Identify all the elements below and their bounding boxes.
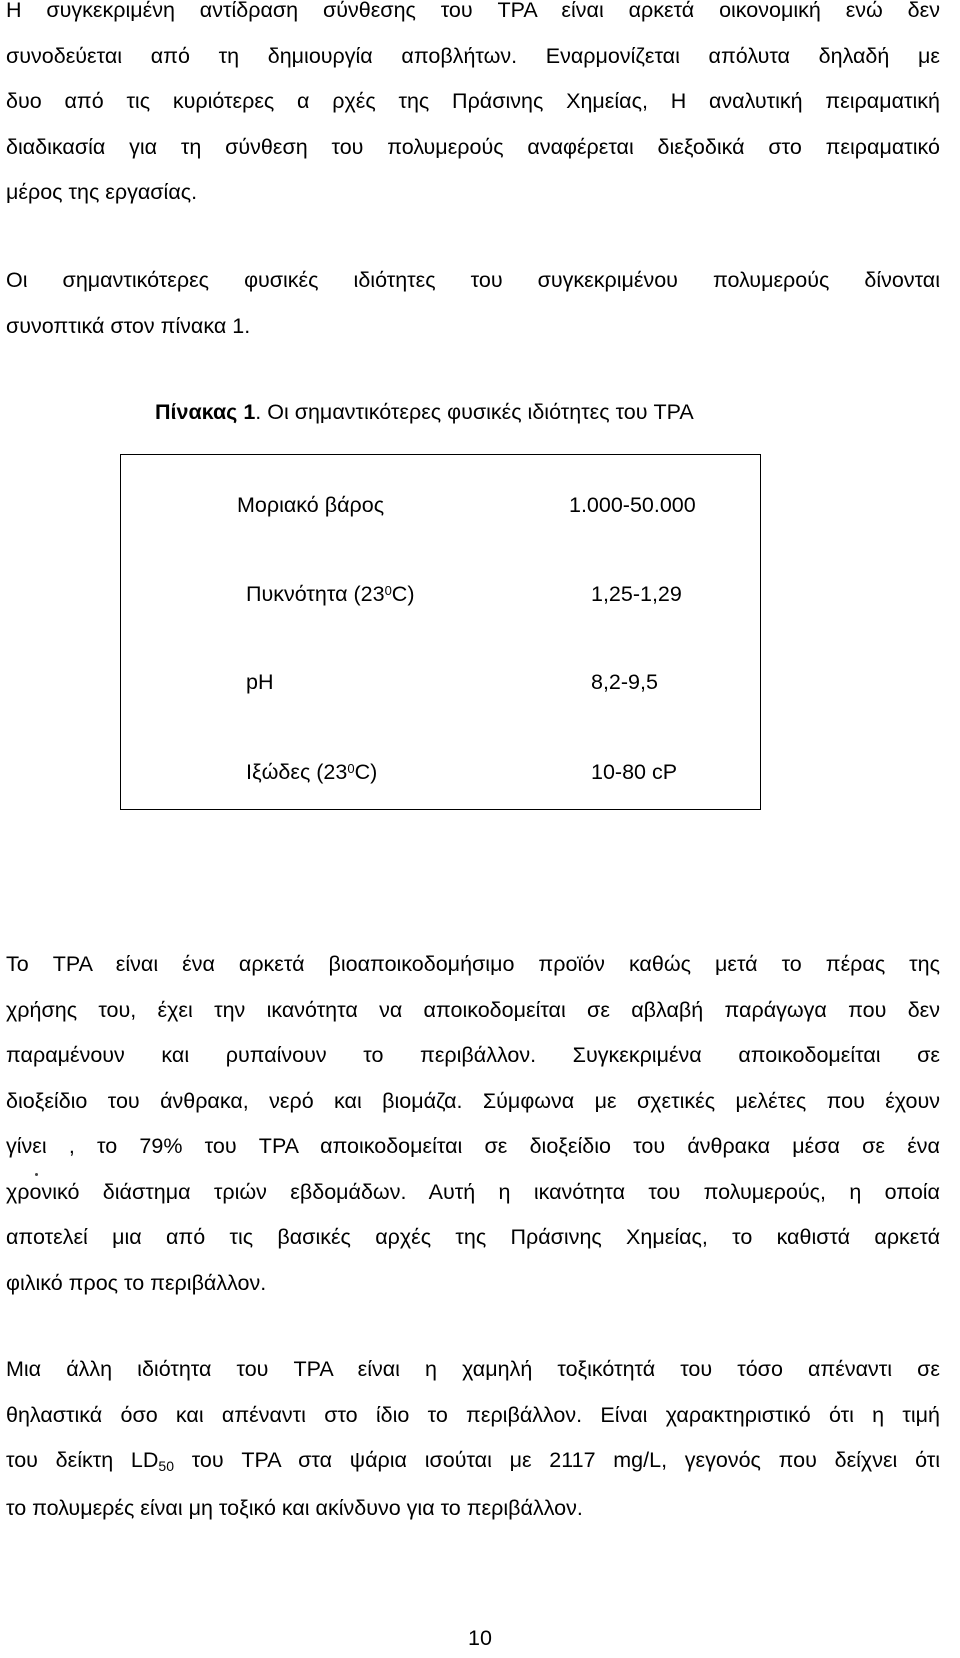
text-line (6, 1438, 940, 1486)
property-name-unit: C) (391, 582, 415, 606)
page-number: 10 (468, 1626, 492, 1650)
property-name (237, 491, 384, 519)
degree-superscript: 0 (384, 583, 392, 598)
text-fragment: του TPA στα ψάρια ισούται με 2117 mg/L, γεγονός που δείχνει ότι (173, 1448, 940, 1472)
text-line: μέρος της εργασίας. (6, 180, 198, 204)
text-line: το πολυμερές είναι μη τοξικό και ακίνδυνο για το περιβάλλον. (6, 1495, 583, 1520)
properties-table (120, 454, 761, 810)
property-name (246, 580, 414, 608)
property-value: 10-80 cP (591, 760, 678, 784)
text-line: θηλαστικά όσο και απέναντι στο ίδιο το περιβάλλον. Είναι χαρακτηριστικό ότι η τιμή (6, 1402, 940, 1427)
text-line: αποτελεί μια από τις βασικές αρχές της Πράσινης Χημείας, το καθιστά αρκετά (6, 1225, 940, 1249)
property-name (246, 668, 273, 696)
text-fragment: του δείκτη LD (6, 1448, 159, 1472)
property-name-text: Μοριακό βάρος (237, 493, 385, 517)
paragraph-toxicity (6, 1347, 940, 1531)
text-line: Οι σημαντικότερες φυσικές ιδιότητες του συγκεκριμένου πολυμερούς δίνονται (6, 268, 940, 292)
property-name-unit: C) (354, 760, 378, 784)
text-line: χρήσης του, έχει την ικανότητα να αποικοδομείται σε αβλαβή παράγωγα που δεν (6, 997, 940, 1022)
text-line: γίνει , το 79% του TPA αποικοδομείται σε διοξείδιο του άνθρακα μέσα σε ένα (6, 1134, 940, 1158)
table-caption-text: . Οι σημαντικότερες φυσικές ιδιότητες του TPA (255, 400, 694, 424)
degree-superscript: 0 (347, 761, 355, 776)
property-name (246, 758, 377, 786)
text-line: συνοδεύεται από τη δημιουργία αποβλήτων. Εναρμονίζεται απόλυτα δηλαδή με (6, 43, 940, 68)
property-name-text: Πυκνότητα (23 (246, 582, 385, 606)
subscript: 50 (158, 1458, 174, 1474)
paragraph-synthesis (6, 0, 940, 216)
text-line: δυο από τις κυριότερες α ρχές της Πράσινης Χημείας, Η αναλυτική πειραματική (6, 89, 940, 113)
property-name-text: Ιξώδες (23 (246, 760, 348, 784)
text-line: Το TPA είναι ένα αρκετά βιοαποικοδομήσιμο προϊόν καθώς μετά το πέρας της (6, 952, 940, 976)
property-name-text: pH (246, 670, 274, 694)
text-line: παραμένουν και ρυπαίνουν το περιβάλλον. Συγκεκριμένα αποικοδομείται σε (6, 1043, 940, 1067)
table-caption-label: Πίνακας 1 (155, 400, 256, 424)
table-caption (155, 398, 694, 426)
text-line: φιλικό προς το περιβάλλον. (6, 1270, 267, 1295)
text-line: Μια άλλη ιδιότητα του TPA είναι η χαμηλή τοξικότητά του τόσο απέναντι σε (6, 1357, 940, 1381)
text-line: διοξείδιο του άνθρακα, νερό και βιομάζα. Σύμφωνα με σχετικές μελέτες που έχουν (6, 1088, 940, 1113)
property-value: 1,25-1,29 (591, 582, 682, 606)
stray-dot-mark (35, 1173, 38, 1176)
property-value: 8,2-9,5 (591, 670, 658, 694)
paragraph-properties-intro (6, 258, 940, 349)
text-line: συνοπτικά στον πίνακα 1. (6, 313, 251, 338)
text-line: διαδικασία για τη σύνθεση του πολυμερούς αναφέρεται διεξοδικά στο πειραματικό (6, 134, 940, 159)
paragraph-biodegradability (6, 942, 940, 1306)
text-line: Η συγκεκριμένη αντίδραση σύνθεσης του TPA είναι αρκετά οικονομική ενώ δεν (6, 0, 940, 22)
property-value: 1.000-50.000 (569, 493, 696, 517)
text-line: χρονικό διάστημα τριών εβδομάδων. Αυτή η ικανότητα του πολυμερούς, η οποία (6, 1179, 940, 1204)
